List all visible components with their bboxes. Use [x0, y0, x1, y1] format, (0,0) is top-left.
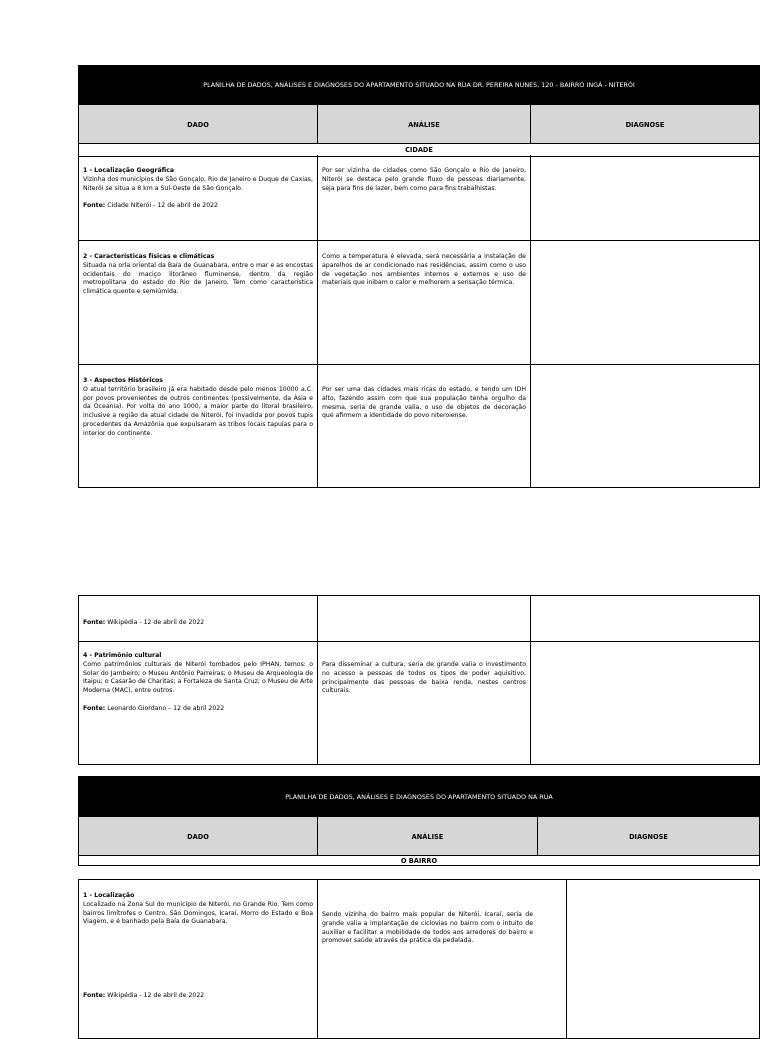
source-line — [83, 992, 313, 1001]
row-heading: 1 - Localização — [83, 892, 135, 899]
table-row-analise: Por ser vizinha de cidades como São Gonçalo e Rio de Janeiro, Niterói se destaca pelo grande fluxo de pessoas diariamente, seja para fins de lazer, bem como para fins trabalhistas. — [322, 167, 526, 192]
sheet-title: PLANILHA DE DADOS, ANÁLISES E DIAGNOSES DO APARTAMENTO SITUADO NA RUA DR. PEREIRA NUNES, 120 - BAIRRO INGÁ - NITERÓI — [79, 66, 759, 104]
col-header-analise: ANÁLISE — [318, 104, 530, 144]
row-text: Localizado na Zona Sul do município de Niterói, no Grande Rio. Tem como bairros limítrofes o Centro, São Domingos, Icaraí, Morro do Estado e Boa Viagem, e é banhado pela Baía de Guanabara. — [83, 900, 313, 926]
source-label: Fonte: — [83, 619, 106, 626]
row-heading: 2 - Características físicas e climáticas — [83, 253, 215, 260]
table-row-analise: Para disseminar a cultura, seria de grande valia o investimento no acesso a pessoas de todos os tipos de poder aquisitivo, principalmente das pessoas de baixa renda, nestes centros culturais. — [322, 661, 526, 695]
source-text: Leonardo Giordano – 12 de abril 2022 — [107, 704, 225, 712]
row-text: Situada na orla oriental da Baía de Guanabara, entre o mar e as encostas ocidentais do maciço litorâneo fluminense, dentro da região metropolitana do estado do Rio de Janeiro. Tem como característica climática quente e semiúmida. — [83, 261, 313, 296]
col-header-diagnose: DIAGNOSE — [538, 816, 759, 856]
spreadsheet-neighborhood-header — [78, 776, 760, 866]
spreadsheet-neighborhood — [78, 879, 760, 1039]
table-row-analise: Como a temperatura é elevada, será necessária a instalação de aparelhos de ar condicionado nas residências, assim como o uso de vegetação nos ambientes internos e externos e uso de materiais que inibam o calor e melhorem a sensação térmica. — [322, 253, 526, 287]
col-header-dado: DADO — [79, 104, 317, 144]
row-heading: 1 - Localização Geográfica — [83, 167, 175, 174]
table-row-dado — [83, 253, 313, 297]
table-row-dado — [83, 892, 313, 927]
continued-source — [83, 619, 313, 628]
table-row-dado — [83, 652, 313, 714]
row-heading: 4 - Patrimônio cultural — [83, 652, 162, 659]
col-header-analise: ANÁLISE — [318, 816, 537, 856]
table-row-analise: Sendo vizinha do bairro mais popular de Niterói, Icaraí, seria de grande valia a implantação de ciclovias no bairro com o intuito de auxiliar e facilitar a mobilidade de todos aos arredores do bairro e promover saúde através da prática da pedalada. — [322, 911, 533, 945]
row-heading: 3 - Aspectos Históricos — [83, 377, 163, 384]
section-title-cidade: CIDADE — [79, 143, 759, 157]
table-row-analise: Por ser uma das cidades mais ricas do estado, e tendo um IDH alto, fazendo assim com que sua população tenha orgulho da mesma, seria de grande valia, o uso de objetos de decoração que afirmem a identidade do povo niteroiense. — [322, 386, 526, 420]
source-text: Cidade Niterói - 12 de abril de 2022 — [107, 202, 219, 210]
row-text: Vizinha dos municípios de São Gonçalo, Rio de Janeiro e Duque de Caxias, Niterói se situa a 8 km a Sul-Oeste de São Gonçalo. — [83, 175, 313, 192]
row-text: Como patrimônios culturais de Niterói tombados pelo IPHAN, temos: o Solar do Jambeiro; o Museu Antônio Parreiras; o Museu de Arqueologia de Itaipu; o Casarão de Charitas; a Fortaleza de Santa Cruz; o Museu de Arte Moderna (MAC), entre outros. — [83, 660, 313, 695]
table-row-dado — [83, 167, 313, 211]
source-label: Fonte: — [83, 202, 106, 210]
source-text: Wikipédia - 12 de abril de 2022 — [107, 619, 205, 626]
source-text: Wikipédia - 12 de abril de 2022 — [107, 992, 205, 999]
col-header-dado: DADO — [79, 816, 317, 856]
spreadsheet-city — [78, 65, 760, 488]
row-text: O atual território brasileiro já era habitado desde pelo menos 10000 a.C. por povos provenientes de outros continentes (possivelmente, da Ásia e da Oceania). Por volta do ano 1000, a maior parte do litoral brasileiro, inclusive a região da atual cidade de Niterói, foi invadida por povos tupis procedentes da Amazônia que expulsaram as tribos locais tapuias para o interior do continente. — [83, 385, 313, 437]
section-title-bairro: O BAIRRO — [79, 855, 759, 867]
table-row-dado — [83, 377, 313, 439]
col-header-diagnose: DIAGNOSE — [531, 104, 759, 144]
source-label: Fonte: — [83, 704, 106, 712]
sheet-title: PLANILHA DE DADOS, ANÁLISES E DIAGNOSES DO APARTAMENTO SITUADO NA RUA — [79, 777, 759, 816]
source-label: Fonte: — [83, 992, 106, 999]
spreadsheet-city-continued — [78, 595, 760, 765]
